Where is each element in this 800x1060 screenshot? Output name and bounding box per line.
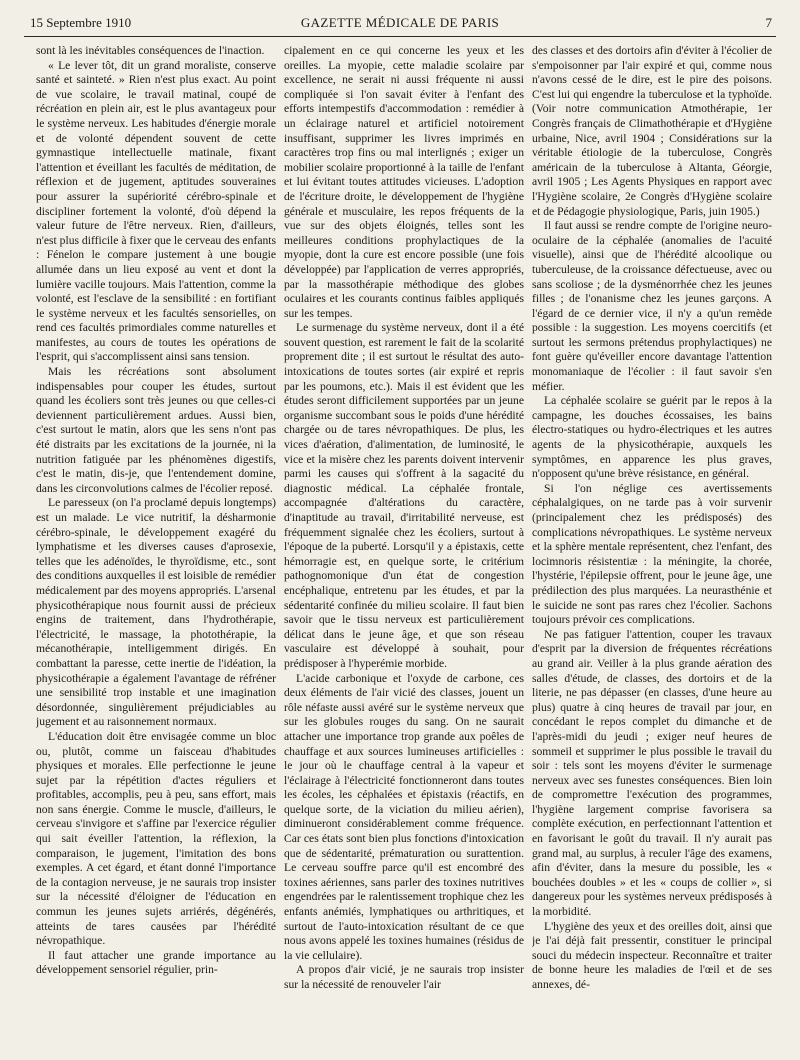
paragraph: L'acide carbonique et l'oxyde de carbone, ces deux éléments de l'air vicié des classes, jouent un rôle néfaste aussi avéré sur le système nerveux que sur les globules rouges du sang. On ne saurait attacher une importance trop grande aux poêles de chauffage et aux sources lumineuses artificielles : le jour où le chauffage central à la vapeur et l'éclairage à l'électricité fonctionneront dans toutes les écoles, les céphalées et épistaxis (réactifs, en quelque sorte, de la viciation du milieu aérien), diminueront considérablement comme fréquence. Car ces états sont bien plus fonctions d'intoxication que de sédentarité, prématuration ou surattention. Le cerveau souffre parce qu'il est encombré des toxines aériennes, sans parler des toxines nutritives engendrées par le ralentissement trophique chez les enfants anémiés, lymphatiques ou arthritiques, et surtout de l'auto-intoxication résultant de ce que nous avons appelé les toxines humaines (résidus de la vie cellulaire).	[284, 671, 524, 962]
article-columns	[36, 44, 772, 1052]
paragraph: L'éducation doit être envisagée comme un bloc ou, plutôt, comme un faisceau d'habitudes physiques et morales. Elle perfectionne le jeune sujet par la répétition d'actes réguliers et profitables, accomplis, peu à peu, sans effort, mais non sans énergie. Comme le muscle, d'ailleurs, le cerveau s'invigore et s'affine par l'exercice régulier qui sait éveiller l'attention, la réflexion, la comparaison, le jugement, l'imitation des bons exemples. A cet égard, et étant donné l'importance de la contagion nerveuse, je ne saurais trop insister sur la nécessité d'éloigner de l'éducation en commun les jeunes sujets arriérés, dégénérés, atteints de tares causées par l'hérédité névropathique.	[36, 729, 276, 948]
paragraph: cipalement en ce qui concerne les yeux et les oreilles. La myopie, cette maladie scolaire par excellence, ne serait ni aussi fréquente ni aussi compliquée si l'on savait éviter à l'enfant des efforts intempestifs d'accommodation : remédier à un éclairage naturel et artificiel notoirement insuffisant, supprimer les livres imprimés en caractères trop fins ou mal interlignés ; exiger un mobilier scolaire proportionné à la taille de l'enfant et lui évitant toutes attitudes vicieuses. L'adoption de l'écriture droite, le développement de l'hygiène générale et musculaire, les repos fréquents de la vue sur des objets éloignés, telles sont les meilleures conditions prophylactiques de la myopie, dont la cure est encore possible (une fois développée) par l'application de verres appropriés, par la massothérapie méthodique des globes oculaires et les courants continus faibles appliqués sur les tempes.	[284, 44, 524, 320]
paragraph: Le paresseux (on l'a proclamé depuis longtemps) est un malade. Le vice nutritif, la désharmonie cérébro-spinale, le développement exagéré du lymphatisme et les diverses causes d'aprosexie, telles que les adénoïdes, le thyroïdisme, etc., sont des conditions auxquelles il est loisible de remédier médicalement par des moyens appropriés. L'arsenal physicothérapique nous fournit aussi de précieux engins de traitement, dans l'hydrothérapie, l'électricité, le massage, la photothérapie, la mécanothérapie, intelligemment dirigés. En combattant la paresse, cette inertie de l'idéation, la physicothérapie a également l'avantage de réfréner une sensibilité trop instable et une imagination désordonnée, singulièrement préjudiciables au jugement et au raisonnement normaux.	[36, 496, 276, 729]
paragraph: Mais les récréations sont absolument indispensables pour couper les études, surtout quand les écoliers sont très jeunes ou que celles-ci deviennent particulièrement ardues. Aussi bien, c'est surtout le matin, alors que les sens n'ont pas été distraits par les excitations de la journée, ni la nutrition fatiguée par les phénomènes digestifs, c'est le matin, dis-je, que l'entendement domine, dans les circonvolutions calmes de l'écolier reposé.	[36, 365, 276, 495]
page-header	[24, 12, 776, 37]
paragraph: Il faut aussi se rendre compte de l'origine neuro-oculaire de la céphalée (anomalies de l'acuité visuelle), ainsi que de l'hérédité alcoolique ou tuberculeuse, de la croissance défectueuse, avec ou sans scoliose ; de la dysménorrhée chez les jeunes filles ; de l'onanisme chez les jeunes garçons. A l'égard de ce dernier vice, il n'y a qu'un remède possible : la suggestion. Les moyens coercitifs (et surtout les sermons prétendus prophylactiques) ne font guère qu'éveiller encore davantage l'attention monomaniaque de l'écolier : il faut savoir s'en méfier.	[532, 219, 772, 393]
paragraph: des classes et des dortoirs afin d'éviter à l'écolier de s'empoisonner par l'air expiré et qui, comme nous n'avons cessé de le dire, est le pire des poisons. C'est lui qui engendre la tuberculose et la typhoïde. (Voir notre communication Atmothérapie, 1er Congrès français de Climathothérapie et d'Hygiène urbaine, Nice, avril 1904 ; Considérations sur la véritable étiologie de la tuberculose, Congrès américain de la tuberculose à Altanta, Géorgie, avril 1905 ; Les Agents Physiques en rapport avec l'Hygiène scolaire, 2e Congrès d'Hygiène scolaire et de Pédagogie physiologique, Paris, juin 1905.)	[532, 44, 772, 218]
paragraph: Si l'on néglige ces avertissements céphalalgiques, on ne tarde pas à voir survenir (principalement chez les prédisposés) des complications névropathiques. Le système nerveux et la sphère mentale représentent, chez l'enfant, des locimnoris résistentiæ : la méningite, la chorée, l'hystérie, l'épilepsie offrent, pour le jeune âge, une prédilection des plus marquées. La neurasthénie et le suicide ne sont pas rares chez l'écolier. Sachons toujours prévoir ces complications.	[532, 481, 772, 627]
paragraph: sont là les inévitables conséquences de l'inaction.	[36, 44, 265, 57]
paragraph: L'hygiène des yeux et des oreilles doit, ainsi que je l'ai déjà fait pressentir, constituer le principal souci du médecin inspecteur. Reconnaître et traiter de bonne heure les maladies de l'œil et de ses annexes, dé-	[532, 919, 772, 991]
paragraph: Le surmenage du système nerveux, dont il a été souvent question, est rarement le fait de la scolarité proprement dite ; il est surtout le résultat des auto-intoxications de toutes sortes (air expiré et repris par les poumons, etc.). Mais il est évident que les études seront difficilement supportées par un jeune organisme succombant sous le poids d'une hérédité chargée ou de tares névropathiques. De plus, les vices d'aération, d'alimentation, de luminosité, le vice et la misère chez les parents doivent intervenir parmi les causes qui s'offrent à la sagacité du diagnostic médical. La céphalée frontale, accompagnée d'altérations du caractère, d'inaptitude au travail, d'irritabilité nerveuse, est fréquemment signalée chez les écoliers, surtout à l'époque de la puberté. Lorsqu'il y a épistaxis, cette hémorragie est, en quelque sorte, le critérium pathognomonique d'un état de congestion encéphalique, entretenu par les études, et par la sédentarité confinée du milieu scolaire. Il faut bien savoir que le tissu nerveux est particulièrement délicat dans le jeune âge, et que son réseau vasculaire est développé à souhait, pour prédisposer à l'hyperémie morbide.	[284, 321, 524, 670]
journal-title: GAZETTE MÉDICALE DE PARIS	[300, 15, 500, 30]
paragraph: Ne pas fatiguer l'attention, couper les travaux d'esprit par la diversion de fréquentes récréations au grand air. Veiller à la plus grande aération des salles d'étude, de classes, des dortoirs et de la literie, ne pas dépasser (en classes, d'une heure au plus) quatre à cinq heures de travail par jour, en concédant le repos complet du dimanche et de l'après-midi du jeudi ; exiger neuf heures de sommeil et supprimer le plus possible le travail du soir : tels sont les moyens d'éviter le surmenage nerveux avec ses funestes conséquences. Bien loin de compromettre l'exécution des programmes, l'hygiène largement comprise favorisera sa complète exécution, en perfectionnant l'attention et en favorisant le goût du travail. Il n'y aurait pas grand mal, au surplus, à reculer l'âge des examens, afin d'éviter, dans la mesure du possible, les « bouchées doubles » et les « coups de collier », si dangereux pour les systèmes nerveux prédisposés à la morbidité.	[532, 627, 772, 919]
column-3	[532, 44, 772, 1052]
column-2	[284, 44, 524, 1052]
paragraph: A propos d'air vicié, je ne saurais trop insister sur la nécessité de renouveler l'air	[284, 963, 524, 991]
page-number: 7	[765, 15, 772, 30]
paragraph: La céphalée scolaire se guérit par le repos à la campagne, les douches écossaises, les bains électro-statiques ou hydro-électriques et les autres agents de la physicothérapie, auxquels les symptômes, en apparence les plus graves, n'opposent qu'une brève résistance, en général.	[532, 394, 772, 481]
column-1	[36, 44, 276, 1052]
issue-date: 15 Septembre 1910	[30, 15, 132, 30]
paragraph: Il faut attacher une grande importance au développement sensoriel régulier, prin-	[36, 948, 276, 977]
paragraph: « Le lever tôt, dit un grand moraliste, conserve santé et sainteté. » Rien n'est plus exact. Au point de vue scolaire, le travail matinal, coupé de récréation en plein air, est le plus avantageux pour le système nerveux. Les habitudes d'énergie morale et de volonté dépendent souvent de cette gymnastique intellectuelle matinale, fixant l'attention et éveillant les facultés de méditation, de réflexion et de jugement, aptitudes souveraines pour assurer la supériorité cérébro-spinale et discipliner fortement la volonté, d'où dépend la valeur future de l'être nerveux. Rien, d'ailleurs, n'est plus difficile à fixer que le cerveau des enfants : Fénelon le compare justement à une bougie allumée dans un lieu exposé au vent et dont la lumière vacille toujours. Mais l'attention, comme la volonté, est l'esclave de la sensibilité : en fortifiant le système nerveux et les facultés sensorielles, on rend ces facultés primordiales comme naturelles et manifestes, au cours de toutes les opérations de l'esprit, qui s'accomplissent ainsi sans tension.	[36, 58, 276, 364]
